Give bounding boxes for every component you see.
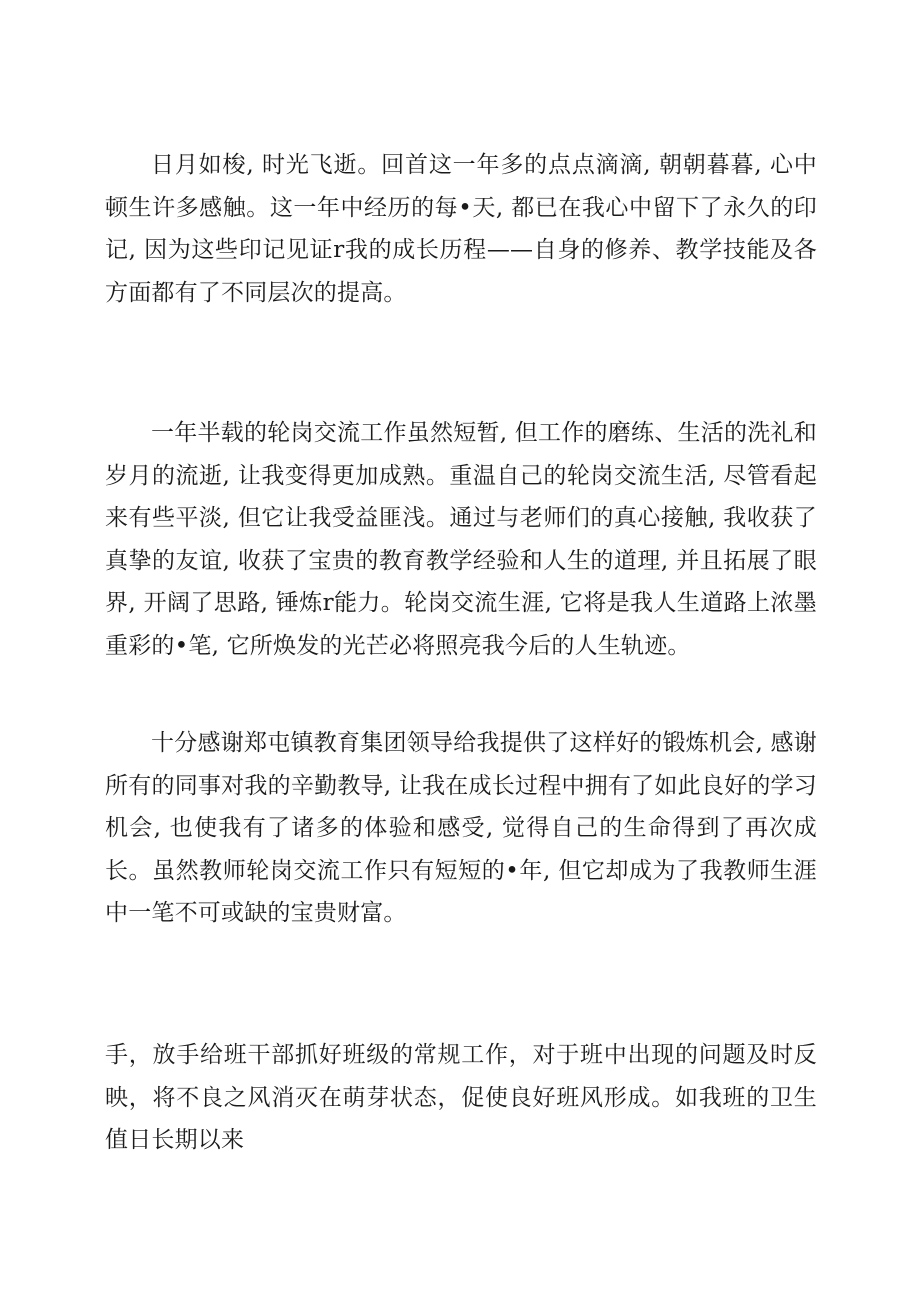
paragraph-reflection-intro: 日月如梭, 时光飞逝。回首这一年多的点点滴滴, 朝朝暮暮, 心中顿生许多感触。这一年中经历的每•天, 都已在我心中留下了永久的印记, 因为这些印记见证r我的成长历程——自身的修养、教学技能及各方面都有了不同层次的提高。 — [105, 152, 817, 306]
paragraph-class-management-fragment: 手，放手给班干部抓好班级的常规工作，对于班中出现的问题及时反映，将不良之风消灭在萌芽状态，促使良好班风形成。如我班的卫生值日长期以来 — [105, 1042, 817, 1153]
paragraph-rotation-experience: 一年半载的轮岗交流工作虽然短暂, 但工作的磨练、生活的洗礼和岁月的流逝, 让我变得更加成熟。重温自己的轮岗交流生活, 尽管看起来有些平淡, 但它让我受益匪浅。通过与老师们的真心接触, 我收获了真挚的友谊, 收获了宝贵的教育教学经验和人生的道理, 并且拓展了眼界, 开阔了思路, 锤炼r能力。轮岗交流生涯, 它将是我人生道路上浓墨重彩的•笔, 它所焕发的光芒必将照亮我今后的人生轨迹。 — [105, 420, 817, 659]
paragraph-gratitude: 十分感谢郑屯镇教育集团领导给我提供了这样好的锻炼机会, 感谢所有的同事对我的辛勤教导, 让我在成长过程中拥有了如此良好的学习机会, 也使我有了诸多的体验和感受, 觉得自己的生命得到了再次成长。虽然教师轮岗交流工作只有短短的•年, 但它却成为了我教师生涯中一笔不可或缺的宝贵财富。 — [105, 730, 817, 926]
